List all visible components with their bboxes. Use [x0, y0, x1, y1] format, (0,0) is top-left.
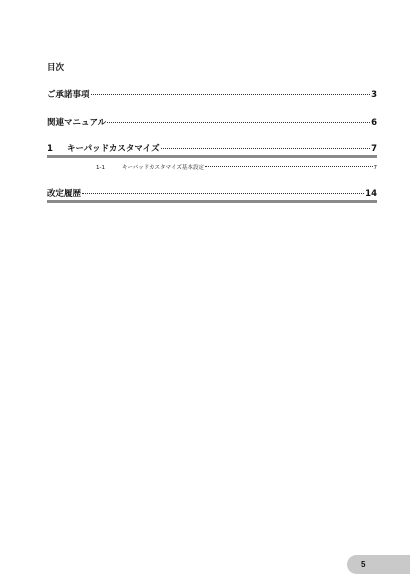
dot-leader — [107, 122, 370, 123]
toc-entry-page: 7 — [371, 144, 377, 154]
toc-entry-page: 7 — [373, 165, 377, 171]
toc-entry-terms[interactable] — [47, 89, 377, 101]
section-rule — [47, 200, 377, 203]
page-number-badge — [347, 555, 410, 574]
toc-entry-number: 1 — [47, 144, 53, 154]
chapter-rule — [47, 155, 377, 158]
toc-entry-number: 1-1 — [96, 165, 105, 171]
toc-entry-related-manuals[interactable] — [47, 117, 377, 129]
toc-heading: 目次 — [47, 63, 65, 73]
toc-entry-page: 3 — [371, 90, 377, 100]
page-number: 5 — [361, 560, 366, 569]
toc-entry-title: 関連マニュアル — [47, 118, 107, 128]
toc-entry-title: キーパッドカスタマイズ — [67, 144, 160, 154]
toc-entry-page: 14 — [365, 189, 377, 199]
toc-entry-revision-history[interactable] — [47, 188, 377, 200]
toc-entry-title: 改定履歴 — [47, 189, 82, 199]
toc-entry-title: ご承諾事項 — [47, 90, 90, 100]
dot-leader — [91, 94, 371, 95]
toc-entry-section-1-1[interactable] — [96, 164, 377, 172]
dot-leader — [82, 193, 364, 194]
dot-leader — [205, 166, 373, 167]
toc-entry-page: 6 — [371, 118, 377, 128]
toc-entry-chapter-1[interactable] — [47, 143, 377, 155]
dot-leader — [161, 148, 371, 149]
toc-entry-title: キーパッドカスタマイズ基本設定 — [122, 165, 204, 171]
